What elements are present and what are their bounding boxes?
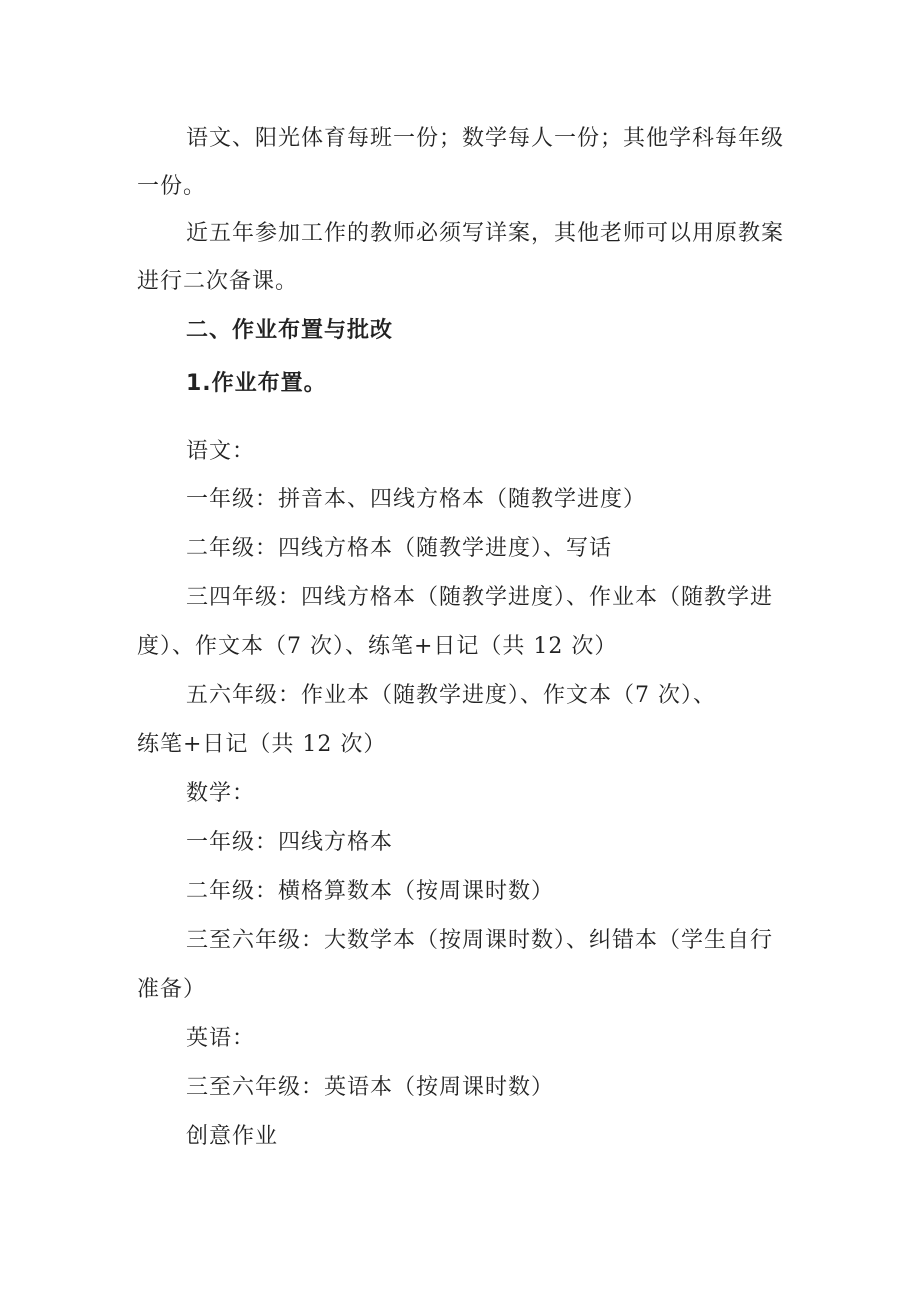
copies-paragraph-line-2: 一份。 — [137, 174, 207, 199]
section-heading-homework: 二、作业布置与批改 — [186, 318, 394, 343]
chinese-grade56-line-1: 五六年级：作业本（随教学进度）、作文本（7 次）、 — [186, 683, 716, 708]
chinese-grade34-line-1: 三四年级：四线方格本（随教学进度）、作业本（随教学进 — [186, 585, 774, 610]
chinese-grade56-line-2: 练笔+日记（共 12 次） — [137, 732, 387, 757]
subsection-heading-assignment: 1.作业布置。 — [186, 371, 327, 396]
lesson-plan-paragraph-line-1: 近五年参加工作的教师必须写详案，其他老师可以用原教案 — [186, 221, 785, 246]
math-label: 数学： — [186, 781, 256, 806]
english-grade36: 三至六年级：英语本（按周课时数） — [186, 1075, 555, 1100]
chinese-label: 语文： — [186, 439, 256, 464]
math-grade36-line-1: 三至六年级：大数学本（按周课时数）、纠错本（学生自行 — [186, 928, 774, 953]
math-grade36-line-2: 准备） — [137, 977, 207, 1002]
chinese-grade1: 一年级：拼音本、四线方格本（随教学进度） — [186, 487, 647, 512]
chinese-grade34-line-2: 度）、作文本（7 次）、练笔+日记（共 12 次） — [137, 634, 618, 659]
lesson-plan-paragraph-line-2: 进行二次备课。 — [137, 269, 299, 294]
creative-homework: 创意作业 — [186, 1124, 279, 1149]
math-grade1: 一年级：四线方格本 — [186, 830, 394, 855]
english-label: 英语： — [186, 1026, 256, 1051]
math-grade2: 二年级：横格算数本（按周课时数） — [186, 879, 555, 904]
copies-paragraph-line-1: 语文、阳光体育每班一份；数学每人一份；其他学科每年级 — [186, 126, 785, 151]
chinese-grade2: 二年级：四线方格本（随教学进度）、写话 — [186, 536, 613, 561]
